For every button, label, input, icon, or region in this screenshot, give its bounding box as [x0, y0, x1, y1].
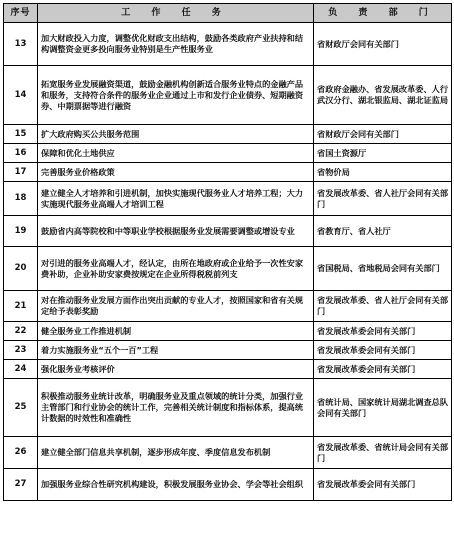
table-row [4, 144, 452, 163]
row-task: 鼓励省内高等院校和中等职业学校根据服务业发展需要调整或增设专业 [38, 216, 314, 247]
row-task: 着力实施服务业“五个一百”工程 [38, 341, 314, 360]
table-row [4, 182, 452, 216]
row-task: 积极推动服务业统计改革，明确服务业及重点领域的统计分类，加强行业主管部门和行业协会的统计工作，完善相关统计制度和指标体系，提高统计数据的时效性和准确性 [38, 379, 314, 437]
row-task: 加大财政投入力度，调整优化财政支出结构，鼓励各类政府产业扶持和结构调整资金更多投向服务业特别是生产性服务业 [38, 23, 314, 66]
row-no: 22 [4, 322, 38, 341]
row-dept: 省发展改革委会同有关部门 [314, 322, 452, 341]
row-dept: 省发展改革委、省统计局会同有关部门 [314, 437, 452, 469]
table-row [4, 322, 452, 341]
row-task: 强化服务业考核评价 [38, 360, 314, 379]
row-task: 扩大政府购买公共服务范围 [38, 125, 314, 144]
row-no: 20 [4, 247, 38, 291]
row-no: 14 [4, 66, 38, 125]
header-dept: 负 责 部 门 [314, 4, 452, 23]
table-header-row [4, 4, 452, 23]
row-dept: 省发展改革委会同有关部门 [314, 360, 452, 379]
row-dept: 省发展改革委、省人社厅会同有关部门 [314, 182, 452, 216]
row-task: 对引进的服务业高端人才，经认定，由所在地政府或企业给予一次性安家费补助，企业补助安家费按规定在企业所得税税前列支 [38, 247, 314, 291]
row-no: 18 [4, 182, 38, 216]
row-dept: 省国税局、省地税局会同有关部门 [314, 247, 452, 291]
row-dept: 省发展改革委会同有关部门 [314, 469, 452, 501]
row-dept: 省国土资源厅 [314, 144, 452, 163]
row-task: 健全服务业工作推进机制 [38, 322, 314, 341]
row-no: 25 [4, 379, 38, 437]
row-no: 27 [4, 469, 38, 501]
table-row [4, 341, 452, 360]
task-table [3, 3, 452, 501]
row-no: 26 [4, 437, 38, 469]
row-no: 15 [4, 125, 38, 144]
table-row [4, 437, 452, 469]
row-no: 21 [4, 291, 38, 322]
header-task: 工 作 任 务 [38, 4, 314, 23]
row-no: 24 [4, 360, 38, 379]
row-dept: 省发展改革委会同有关部门 [314, 341, 452, 360]
row-no: 13 [4, 23, 38, 66]
row-no: 19 [4, 216, 38, 247]
table-row [4, 469, 452, 501]
table-row [4, 23, 452, 66]
row-dept: 省物价局 [314, 163, 452, 182]
row-task: 对在推动服务业发展方面作出突出贡献的专业人才，按照国家和省有关规定给予表彰奖励 [38, 291, 314, 322]
row-dept: 省发展改革委、省人社厅会同有关部门 [314, 291, 452, 322]
row-dept: 省教育厅、省人社厅 [314, 216, 452, 247]
row-task: 建立健全部门信息共享机制，逐步形成年度、季度信息发布机制 [38, 437, 314, 469]
row-task: 保障和优化土地供应 [38, 144, 314, 163]
task-table-container [3, 3, 451, 501]
table-row [4, 360, 452, 379]
table-row [4, 163, 452, 182]
row-dept: 省统计局、国家统计局湖北调查总队会同有关部门 [314, 379, 452, 437]
row-task: 拓宽服务业发展融资渠道，鼓励金融机构创新适合服务业特点的金融产品和服务，支持符合条件的服务业企业通过上市和发行企业债券、短期融资券、中期票据等进行融资 [38, 66, 314, 125]
table-row [4, 66, 452, 125]
row-dept: 省财政厅会同有关部门 [314, 23, 452, 66]
table-row [4, 379, 452, 437]
row-no: 23 [4, 341, 38, 360]
row-no: 17 [4, 163, 38, 182]
row-dept: 省政府金融办、省发展改革委、人行武汉分行、湖北银监局、湖北证监局 [314, 66, 452, 125]
row-no: 16 [4, 144, 38, 163]
header-no: 序号 [4, 4, 38, 23]
row-task: 加强服务业综合性研究机构建设，积极发展服务业协会、学会等社会组织 [38, 469, 314, 501]
table-row [4, 216, 452, 247]
row-task: 建立健全人才培养和引进机制，加快实施现代服务业人才培养工程；大力实施现代服务业高端人才培训工程 [38, 182, 314, 216]
table-row [4, 125, 452, 144]
row-dept: 省财政厅会同有关部门 [314, 125, 452, 144]
table-row [4, 291, 452, 322]
table-row [4, 247, 452, 291]
row-task: 完善服务业价格政策 [38, 163, 314, 182]
